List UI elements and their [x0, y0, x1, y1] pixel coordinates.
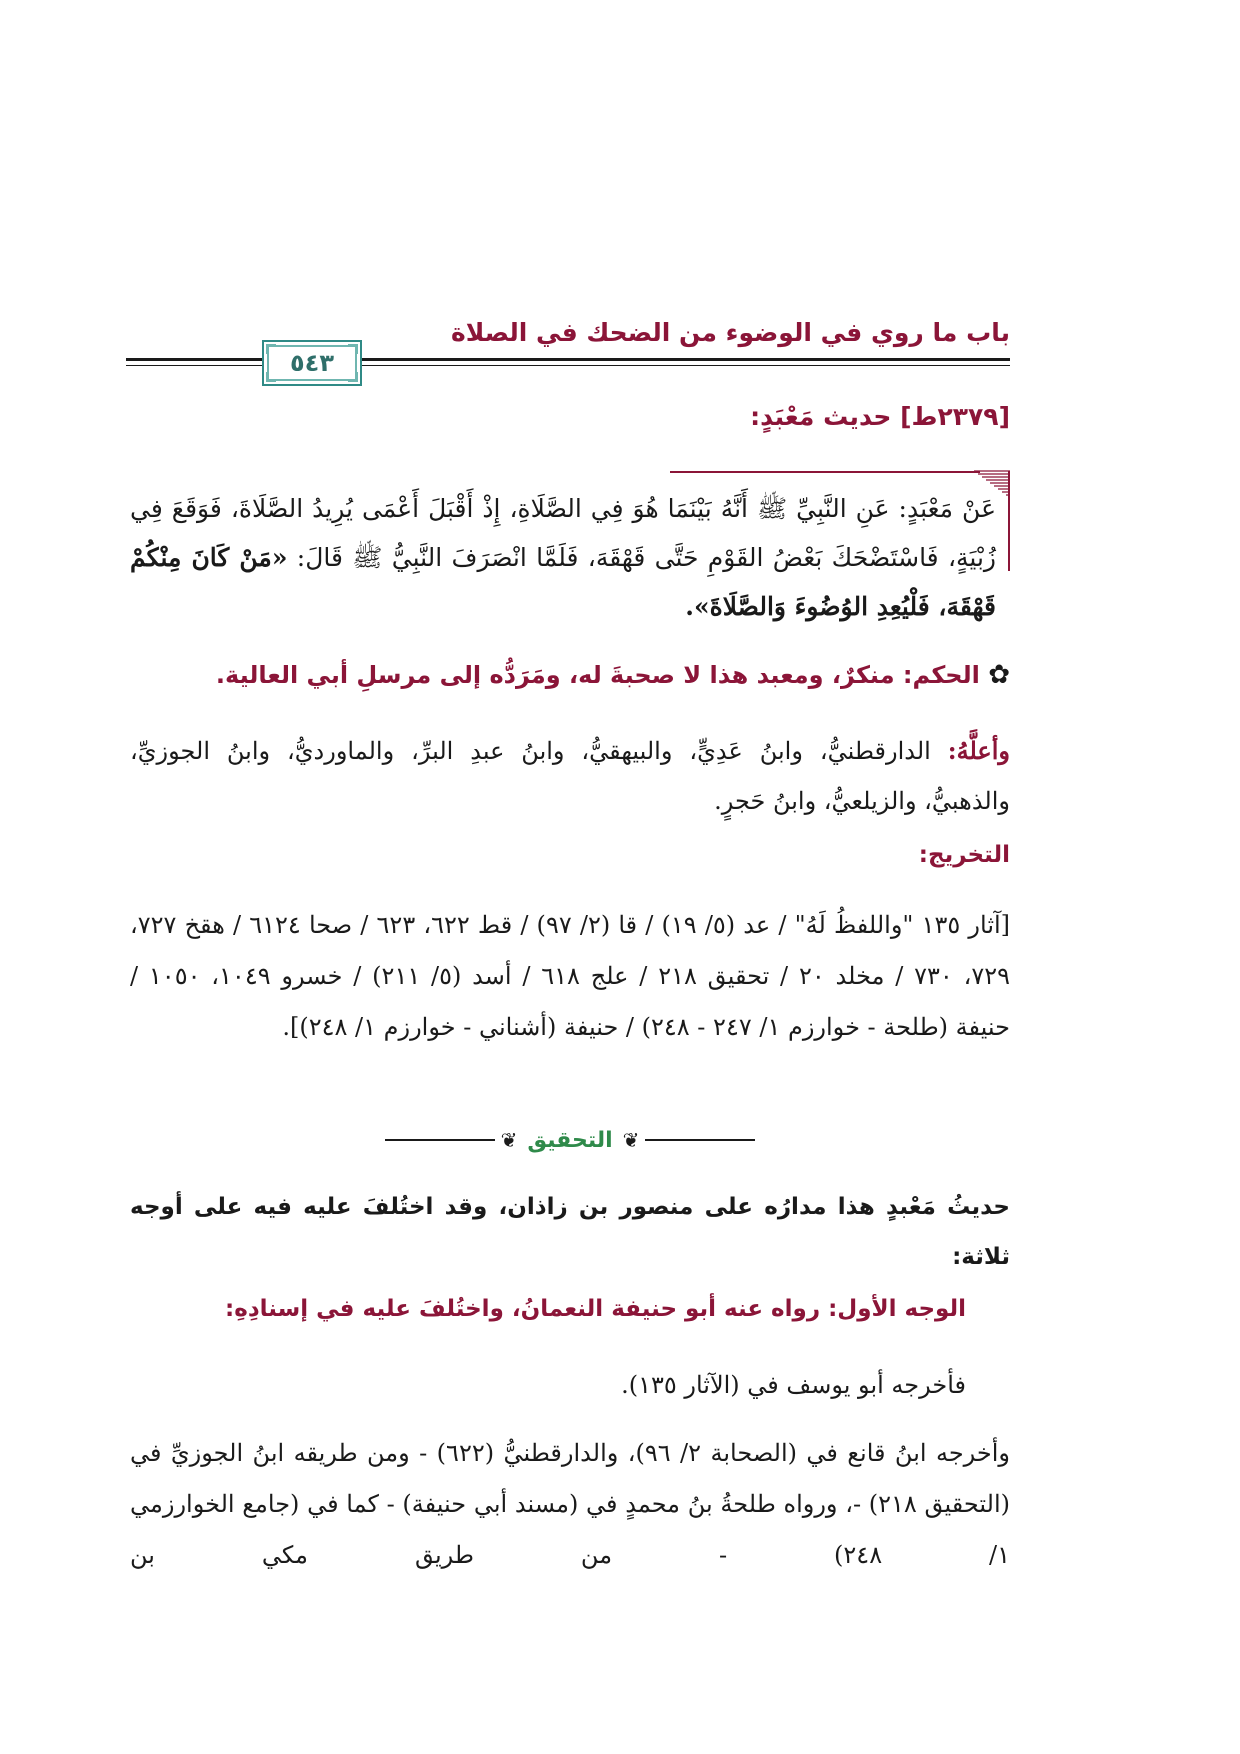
- badge-corner-ornament: [348, 372, 358, 382]
- hadith-heading: [600, 402, 1010, 431]
- page-number: ٥٤٣: [290, 349, 334, 377]
- page-number-badge: [262, 340, 362, 386]
- hadith-code: [٢٣٧٩ط]: [900, 402, 1010, 431]
- illa-text: الدارقطنيُّ، وابنُ عَدِيٍّ، والبيهقيُّ، وابنُ عبدِ البرِّ، والماورديُّ، وابنُ الجوزيِّ، والذهبيُّ، والزيلعيُّ، وابنُ حَجرٍ.: [130, 737, 1010, 815]
- flower-ornament-icon: ✿: [988, 660, 1010, 690]
- tahqiq-label: التحقيق: [527, 1127, 613, 1153]
- separator-ornament-icon: ❦: [622, 1128, 640, 1152]
- body-paragraph: فأخرجه أبو يوسف في (الآثار ١٣٥).: [621, 1371, 966, 1399]
- body-paragraph: وأخرجه ابنُ قانع في (الصحابة ٢/ ٩٦)، والدارقطنيُّ (٦٢٢) - ومن طريقه ابنُ الجوزيِّ في (التحقيق ٢١٨) -، ورواه طلحةُ بنُ محمدٍ في (مسند أبي حنيفة) - كما في (جامع الخوارزمي ١/ ٢٤٨) - من طريق مكي بن: [130, 1439, 1010, 1569]
- matn-text: عَنْ مَعْبَدٍ: عَنِ النَّبِيِّ ﷺ أَنَّهُ بَيْنَمَا هُوَ فِي الصَّلَاةِ، إِذْ أَقْبَلَ أَعْمَى يُرِيدُ الصَّلَاةَ، فَوَقَعَ فِي زُبْيَةٍ، فَاسْتَضْحَكَ بَعْضُ القَوْمِ حَتَّى قَهْقَهَ، فَلَمَّا انْصَرَفَ النَّبِيُّ ﷺ قَالَ:: [130, 494, 996, 572]
- badge-corner-ornament: [348, 344, 358, 354]
- hadith-title: حديث مَعْبَدٍ:: [750, 402, 892, 431]
- illa-label: وأعلَّهُ:: [947, 736, 1010, 765]
- separator-line: [645, 1139, 755, 1141]
- header-rule: [126, 358, 1010, 361]
- illa-paragraph: [130, 726, 1010, 826]
- matn-quote: «مَنْ كَانَ مِنْكُمْ قَهْقَهَ، فَلْيُعِدِ الوُضُوءَ وَالصَّلَاةَ».: [130, 543, 996, 621]
- header-rule-thin: [126, 365, 1010, 366]
- badge-corner-ornament: [266, 344, 276, 354]
- hukm-line: [130, 660, 1010, 690]
- hukm-text: الحكم: منكرٌ، ومعبد هذا لا صحبةَ له، ومَرَدُّه إلى مرسلِ أبي العالية.: [215, 661, 980, 689]
- matn-frame-top: [670, 471, 980, 473]
- hadith-matn: [130, 484, 996, 631]
- badge-corner-ornament: [266, 372, 276, 382]
- tahqiq-intro: حديثُ مَعْبدٍ هذا مدارُه على منصور بن زاذان، وقد اختُلفَ عليه فيه على أوجه ثلاثة:: [130, 1194, 1010, 1270]
- takhrij-paragraph: [آثار ١٣٥ "واللفظُ لَهُ" / عد (٥/ ١٩) / قا (٢/ ٩٧) / قط ٦٢٢، ٦٢٣ / صحا ٦١٢٤ / هقخ ٧٢٧، ٧٢٩، ٧٣٠ / مخلد ٢٠ / تحقيق ٢١٨ / علج ٦١٨ / أسد (٥/ ٢١١) / خسرو ١٠٤٩، ١٠٥٠ / حنيفة (طلحة - خوارزم ١/ ٢٤٧ - ٢٤٨) / حنيفة (أشناني - خوارزم ١/ ٢٤٨)].: [130, 911, 1011, 1041]
- separator-ornament-icon: ❦: [500, 1128, 518, 1152]
- separator-line: [385, 1139, 495, 1141]
- chapter-title: باب ما روي في الوضوء من الضحك في الصلاة: [451, 318, 1010, 347]
- takhrij-heading: التخريج:: [918, 842, 1010, 868]
- first-aspect-heading: الوجه الأول: رواه عنه أبو حنيفة النعمانُ، واختُلفَ عليه في إسنادِهِ:: [225, 1296, 966, 1322]
- tahqiq-separator: [130, 1120, 1010, 1160]
